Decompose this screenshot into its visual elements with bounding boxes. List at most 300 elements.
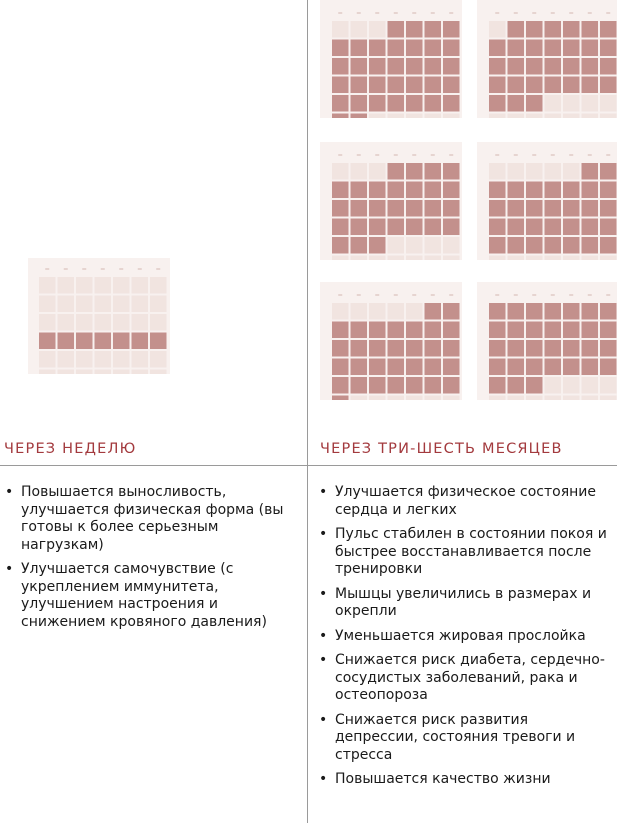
calendar-day-empty [563, 256, 580, 261]
calendar-day-empty [600, 95, 617, 112]
calendar-day-empty [113, 296, 130, 313]
calendar-day-filled [351, 200, 368, 217]
calendar-day-empty [332, 163, 349, 180]
calendar-day-filled [332, 377, 349, 394]
calendar-day-filled [443, 219, 460, 236]
calendar-day-empty [489, 114, 506, 119]
calendar-day-filled [332, 219, 349, 236]
calendar-day-filled [600, 303, 617, 320]
calendar-day-filled [489, 340, 506, 357]
calendar-day-filled [369, 322, 386, 339]
calendar-day-empty [39, 296, 56, 313]
calendar-day-filled [443, 163, 460, 180]
calendar-day-empty [76, 277, 93, 294]
calendar-day-filled [489, 237, 506, 254]
calendar-day-empty [351, 396, 368, 401]
calendar-day-filled [443, 58, 460, 75]
month-calendar [477, 0, 617, 118]
calendar-day-empty [526, 256, 543, 261]
calendar-day-filled [563, 77, 580, 94]
calendar-day-empty [369, 163, 386, 180]
calendar-day-filled [545, 237, 562, 254]
weekday-marker [394, 154, 398, 156]
calendar-day-empty [113, 370, 130, 375]
calendar-day-filled [351, 40, 368, 57]
calendar-day-filled [563, 58, 580, 75]
calendar-day-filled [508, 21, 525, 38]
calendar-day-filled [508, 359, 525, 376]
calendar-day-filled [351, 182, 368, 199]
calendar-day-filled [351, 237, 368, 254]
calendar-day-filled [332, 200, 349, 217]
calendar-day-empty [132, 370, 149, 375]
calendar-day-filled [406, 77, 423, 94]
calendar-day-filled [443, 359, 460, 376]
calendar-day-filled [582, 219, 599, 236]
calendar-day-empty [369, 114, 386, 119]
calendar-day-filled [443, 340, 460, 357]
calendar-day-empty [95, 370, 112, 375]
calendar-day-filled [388, 340, 405, 357]
calendar-day-filled [443, 200, 460, 217]
calendar-day-empty [150, 296, 167, 313]
calendar-day-empty [388, 396, 405, 401]
calendar-day-empty [489, 21, 506, 38]
calendar-day-filled [582, 200, 599, 217]
calendar-day-filled [526, 377, 543, 394]
calendar-day-filled [425, 200, 442, 217]
calendar-day-empty [582, 256, 599, 261]
calendar-day-filled [58, 333, 75, 350]
calendar-day-filled [150, 333, 167, 350]
calendar-day-filled [600, 340, 617, 357]
calendar-day-filled [425, 40, 442, 57]
weekday-marker [64, 268, 68, 270]
calendar-day-empty [388, 237, 405, 254]
calendar-day-empty [332, 256, 349, 261]
calendar-day-empty [489, 256, 506, 261]
column-divider [307, 0, 308, 823]
calendar-day-filled [369, 340, 386, 357]
calendar-day-filled [113, 333, 130, 350]
calendar-day-filled [545, 219, 562, 236]
calendar-day-filled [388, 322, 405, 339]
calendar-day-empty [600, 396, 617, 401]
calendar-day-filled [388, 359, 405, 376]
calendar-day-filled [582, 58, 599, 75]
calendar-day-filled [582, 237, 599, 254]
calendar-day-filled [406, 219, 423, 236]
calendar-day-filled [443, 77, 460, 94]
calendar-day-empty [526, 114, 543, 119]
calendar-day-empty [563, 396, 580, 401]
calendar-day-filled [351, 58, 368, 75]
calendar-day-empty [600, 114, 617, 119]
calendar-day-empty [351, 256, 368, 261]
calendar-day-empty [526, 163, 543, 180]
calendar-day-filled [351, 219, 368, 236]
calendar-day-filled [425, 163, 442, 180]
weekday-marker [588, 12, 592, 14]
calendar-day-filled [332, 182, 349, 199]
calendar-day-filled [582, 182, 599, 199]
calendar-day-filled [545, 200, 562, 217]
calendar-day-empty [150, 314, 167, 331]
calendar-day-filled [489, 77, 506, 94]
calendar-day-filled [508, 58, 525, 75]
calendar-day-filled [545, 77, 562, 94]
calendar-day-empty [95, 351, 112, 368]
calendar-day-filled [600, 58, 617, 75]
calendar-day-empty [508, 256, 525, 261]
calendar-day-filled [443, 322, 460, 339]
calendar-day-filled [582, 340, 599, 357]
calendar-day-filled [332, 396, 349, 401]
calendar-day-filled [600, 359, 617, 376]
calendar-day-filled [369, 377, 386, 394]
calendar-day-empty [563, 95, 580, 112]
list-item: • Мышцы увеличились в размерах и окрепли [318, 586, 610, 621]
calendar-day-filled [369, 95, 386, 112]
calendar-day-empty [39, 370, 56, 375]
calendar-day-filled [406, 40, 423, 57]
weekday-marker [606, 154, 610, 156]
weekday-marker [495, 294, 499, 296]
calendar-day-empty [95, 296, 112, 313]
calendar-day-empty [150, 370, 167, 375]
calendar-grid [477, 282, 617, 400]
weekday-marker [569, 12, 573, 14]
calendar-day-filled [351, 322, 368, 339]
calendar-day-filled [508, 182, 525, 199]
calendar-day-filled [406, 322, 423, 339]
calendar-day-empty [425, 237, 442, 254]
weekday-marker [606, 12, 610, 14]
calendar-day-filled [351, 114, 368, 119]
calendar-day-empty [425, 114, 442, 119]
calendar-day-empty [406, 396, 423, 401]
weekday-marker [45, 268, 49, 270]
calendar-day-filled [406, 377, 423, 394]
calendar-day-filled [600, 322, 617, 339]
calendar-day-filled [388, 182, 405, 199]
calendar-day-filled [132, 333, 149, 350]
weekday-marker [449, 12, 453, 14]
calendar-day-filled [489, 40, 506, 57]
calendar-day-empty [58, 351, 75, 368]
heading-rule [0, 465, 617, 466]
calendar-day-empty [332, 303, 349, 320]
calendar-day-empty [406, 237, 423, 254]
calendar-day-filled [369, 77, 386, 94]
calendar-day-empty [582, 114, 599, 119]
calendar-day-filled [425, 340, 442, 357]
weekday-marker [394, 12, 398, 14]
calendar-day-empty [489, 163, 506, 180]
weekday-marker [551, 294, 555, 296]
weekday-marker [357, 154, 361, 156]
weekday-marker [569, 154, 573, 156]
weekday-marker [412, 12, 416, 14]
weekday-marker [588, 154, 592, 156]
calendar-day-filled [582, 77, 599, 94]
calendar-day-filled [425, 77, 442, 94]
right-heading: ЧЕРЕЗ ТРИ-ШЕСТЬ МЕСЯЦЕВ [320, 441, 563, 457]
calendar-day-filled [582, 359, 599, 376]
calendar-day-filled [600, 182, 617, 199]
calendar-day-filled [425, 182, 442, 199]
calendar-day-filled [563, 303, 580, 320]
calendar-day-filled [600, 237, 617, 254]
month-calendar [320, 282, 462, 400]
calendar-day-filled [369, 237, 386, 254]
calendar-day-filled [406, 340, 423, 357]
calendar-day-filled [406, 58, 423, 75]
calendar-day-filled [526, 58, 543, 75]
calendar-day-filled [545, 359, 562, 376]
weekday-marker [551, 12, 555, 14]
calendar-day-filled [489, 95, 506, 112]
right-bullet-list [318, 484, 610, 796]
calendar-grid [320, 142, 462, 260]
weekday-marker [375, 294, 379, 296]
calendar-day-empty [600, 377, 617, 394]
calendar-day-empty [132, 351, 149, 368]
calendar-day-filled [332, 359, 349, 376]
calendar-day-empty [406, 114, 423, 119]
calendar-day-empty [58, 277, 75, 294]
calendar-day-filled [489, 377, 506, 394]
calendar-day-empty [443, 237, 460, 254]
calendar-day-filled [332, 114, 349, 119]
calendar-day-filled [563, 237, 580, 254]
calendar-day-empty [582, 377, 599, 394]
calendar-day-filled [508, 237, 525, 254]
calendar-day-empty [39, 277, 56, 294]
calendar-day-filled [545, 40, 562, 57]
calendar-day-filled [489, 303, 506, 320]
weekday-marker [514, 294, 518, 296]
calendar-grid [320, 282, 462, 400]
calendar-day-empty [545, 396, 562, 401]
calendar-day-filled [369, 40, 386, 57]
calendar-day-empty [545, 256, 562, 261]
calendar-day-filled [526, 322, 543, 339]
weekday-marker [119, 268, 123, 270]
calendar-day-filled [332, 77, 349, 94]
calendar-day-empty [132, 277, 149, 294]
calendar-day-filled [425, 58, 442, 75]
weekday-marker [338, 154, 342, 156]
left-bullet-list [4, 484, 289, 638]
calendar-day-filled [388, 40, 405, 57]
calendar-day-filled [351, 77, 368, 94]
calendar-day-filled [489, 58, 506, 75]
calendar-day-empty [113, 314, 130, 331]
calendar-day-filled [489, 359, 506, 376]
calendar-day-empty [150, 277, 167, 294]
calendar-day-empty [132, 314, 149, 331]
calendar-day-filled [369, 359, 386, 376]
weekday-marker [338, 12, 342, 14]
calendar-day-filled [369, 200, 386, 217]
calendar-day-filled [508, 200, 525, 217]
calendar-day-empty [332, 21, 349, 38]
calendar-day-filled [406, 95, 423, 112]
calendar-day-filled [388, 58, 405, 75]
calendar-day-filled [425, 359, 442, 376]
calendar-day-filled [351, 359, 368, 376]
calendar-day-empty [58, 370, 75, 375]
calendar-day-filled [563, 200, 580, 217]
calendar-day-empty [425, 396, 442, 401]
calendar-day-empty [95, 277, 112, 294]
calendar-day-filled [545, 322, 562, 339]
calendar-day-empty [369, 256, 386, 261]
weekday-marker [514, 12, 518, 14]
calendar-day-empty [489, 396, 506, 401]
calendar-grid [477, 0, 617, 118]
calendar-day-filled [388, 200, 405, 217]
calendar-day-empty [526, 396, 543, 401]
calendar-day-filled [526, 95, 543, 112]
calendar-day-filled [526, 40, 543, 57]
calendar-day-filled [76, 333, 93, 350]
weekday-marker [338, 294, 342, 296]
calendar-day-empty [132, 296, 149, 313]
weekday-marker [394, 294, 398, 296]
calendar-day-filled [39, 333, 56, 350]
calendar-day-empty [563, 114, 580, 119]
calendar-day-empty [388, 114, 405, 119]
calendar-day-filled [526, 237, 543, 254]
calendar-day-filled [388, 95, 405, 112]
calendar-day-filled [508, 340, 525, 357]
calendar-day-empty [425, 256, 442, 261]
weekday-marker [431, 12, 435, 14]
weekday-marker [495, 154, 499, 156]
calendar-day-empty [58, 296, 75, 313]
calendar-day-filled [526, 77, 543, 94]
weekday-marker [101, 268, 105, 270]
calendar-day-empty [76, 370, 93, 375]
calendar-day-filled [489, 182, 506, 199]
list-item: • Повышается выносливость, улучшается физическая форма (вы готовы к более серьезным нагрузкам) [4, 484, 289, 554]
calendar-day-empty [351, 163, 368, 180]
calendar-day-empty [58, 314, 75, 331]
weekday-marker [532, 12, 536, 14]
calendar-day-filled [332, 95, 349, 112]
calendar-day-filled [332, 340, 349, 357]
weekday-marker [588, 294, 592, 296]
calendar-day-empty [443, 396, 460, 401]
calendar-day-empty [545, 377, 562, 394]
weekday-marker [449, 294, 453, 296]
calendar-day-empty [545, 163, 562, 180]
weekday-marker [569, 294, 573, 296]
calendar-day-filled [582, 322, 599, 339]
calendar-day-filled [388, 77, 405, 94]
calendar-day-filled [563, 40, 580, 57]
calendar-day-empty [113, 277, 130, 294]
calendar-day-empty [563, 163, 580, 180]
calendar-day-filled [388, 377, 405, 394]
calendar-day-filled [351, 340, 368, 357]
calendar-day-empty [76, 296, 93, 313]
calendar-day-empty [545, 114, 562, 119]
month-calendar [320, 0, 462, 118]
calendar-day-filled [508, 40, 525, 57]
calendar-day-filled [508, 377, 525, 394]
calendar-day-empty [508, 163, 525, 180]
calendar-day-filled [332, 237, 349, 254]
month-calendar [320, 142, 462, 260]
calendar-day-empty [369, 303, 386, 320]
calendar-day-empty [406, 303, 423, 320]
calendar-day-empty [369, 396, 386, 401]
calendar-day-filled [388, 219, 405, 236]
calendar-day-filled [526, 303, 543, 320]
calendar-day-empty [351, 303, 368, 320]
calendar-day-filled [600, 163, 617, 180]
calendar-day-filled [406, 163, 423, 180]
calendar-day-filled [526, 21, 543, 38]
calendar-day-empty [388, 256, 405, 261]
calendar-day-filled [582, 40, 599, 57]
calendar-day-filled [425, 95, 442, 112]
calendar-day-filled [406, 200, 423, 217]
calendar-day-filled [563, 21, 580, 38]
calendar-day-filled [563, 322, 580, 339]
calendar-day-filled [508, 322, 525, 339]
calendar-day-empty [113, 351, 130, 368]
calendar-day-filled [489, 322, 506, 339]
calendar-day-filled [369, 58, 386, 75]
calendar-day-filled [563, 340, 580, 357]
calendar-grid [28, 258, 170, 374]
calendar-day-filled [332, 40, 349, 57]
calendar-day-filled [489, 200, 506, 217]
calendar-day-filled [600, 40, 617, 57]
calendar-day-empty [582, 396, 599, 401]
calendar-day-filled [545, 303, 562, 320]
calendar-day-empty [39, 351, 56, 368]
month-calendar [477, 142, 617, 260]
calendar-day-filled [526, 200, 543, 217]
weekday-marker [412, 294, 416, 296]
calendar-day-filled [406, 182, 423, 199]
calendar-day-empty [388, 303, 405, 320]
calendar-day-filled [351, 95, 368, 112]
weekday-marker [375, 12, 379, 14]
calendar-day-filled [489, 219, 506, 236]
calendar-day-filled [545, 182, 562, 199]
calendar-day-empty [508, 396, 525, 401]
calendar-day-filled [582, 21, 599, 38]
weekday-marker [514, 154, 518, 156]
calendar-day-filled [443, 182, 460, 199]
calendar-day-empty [545, 95, 562, 112]
calendar-day-filled [563, 359, 580, 376]
left-heading: ЧЕРЕЗ НЕДЕЛЮ [4, 441, 137, 457]
calendar-day-empty [76, 314, 93, 331]
calendar-day-empty [600, 256, 617, 261]
calendar-day-filled [526, 359, 543, 376]
calendar-day-empty [351, 21, 368, 38]
calendar-day-filled [443, 95, 460, 112]
calendar-day-filled [600, 77, 617, 94]
calendar-day-filled [526, 182, 543, 199]
